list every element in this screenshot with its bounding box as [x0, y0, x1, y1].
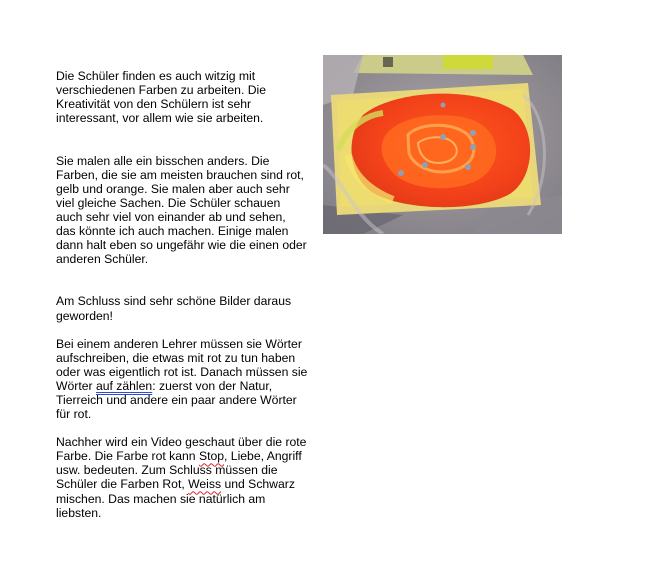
- paragraph-5: [56, 435, 318, 520]
- text-run: : zuerst von der Natur, Tierreich und andere ein paar andere Wörter für rot.: [56, 378, 297, 422]
- text-run: Sie malen alle ein bisschen anders. Die Farben, die sie am meisten brauchen sind rot, gelb und orange. Sie malen aber auch sehr viel gleiche Sachen. Die Schüler schauen auch sehr viel von einander ab und sehen, das könnte ich auch machen. Einige malen dann halt eben so ungefähr wie die einen oder anderen Schüler.: [56, 153, 307, 267]
- paragraph-1: [56, 55, 318, 125]
- document-body: [56, 55, 318, 534]
- painting-photo[interactable]: [323, 55, 562, 234]
- text-run: Bei einem anderen Lehrer müssen sie Wörter aufschreiben, die etwas mit rot zu tun haben oder was eigentlich rot ist. Danach müssen sie Wörter: [56, 336, 308, 393]
- spelling-flagged-word[interactable]: Stop: [198, 449, 225, 464]
- text-run: , Liebe, Angriff usw. bedeuten. Zum Schluss müssen die Schüler die Farben Rot,: [56, 449, 302, 492]
- painting-photo-image: [323, 55, 562, 234]
- text-run: Nachher wird ein Video geschaut über die rote Farbe. Die Farbe rot kann: [56, 435, 307, 464]
- text-run: und Schwarz mischen. Das machen sie natürlich am liebsten.: [56, 477, 295, 520]
- paragraph-4: [56, 337, 318, 422]
- spelling-flagged-word[interactable]: Weiss: [188, 477, 222, 492]
- paragraph-3: [56, 280, 318, 322]
- paragraph-2: [56, 139, 318, 266]
- grammar-flagged-word[interactable]: auf zählen: [95, 378, 153, 393]
- text-run: Die Schüler finden es auch witzig mit verschiedenen Farben zu arbeiten. Die Kreativität von den Schülern ist sehr interessant, vor allem wie sie arbeiten.: [56, 69, 267, 126]
- text-run: Am Schluss sind sehr schöne Bilder daraus geworden!: [56, 294, 292, 323]
